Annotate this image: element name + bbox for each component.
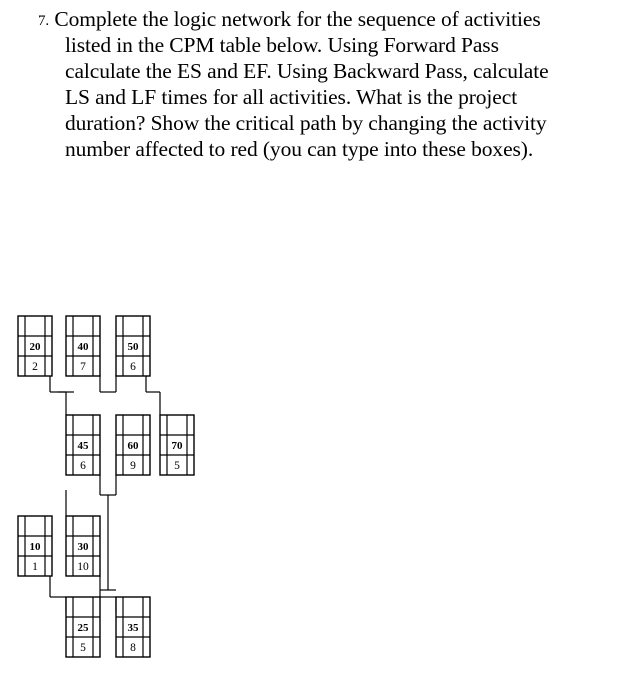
- activity-duration: 7: [80, 361, 86, 373]
- activity-node-40[interactable]: [66, 316, 100, 376]
- activity-id[interactable]: 20: [29, 341, 41, 353]
- activity-id[interactable]: 70: [171, 440, 183, 452]
- activity-node-10[interactable]: [18, 516, 52, 576]
- activity-id[interactable]: 40: [77, 341, 89, 353]
- activity-duration: 10: [77, 561, 89, 573]
- activity-id[interactable]: 50: [127, 341, 139, 353]
- activity-id[interactable]: 30: [77, 541, 89, 553]
- activity-id[interactable]: 10: [29, 541, 41, 553]
- activity-node-50[interactable]: [116, 316, 150, 376]
- question-line-4: LS and LF times for all activities. What is the project: [65, 85, 518, 109]
- activity-id[interactable]: 35: [127, 622, 139, 634]
- activity-duration: 8: [130, 642, 136, 654]
- activity-node-70[interactable]: [160, 415, 194, 475]
- activity-node-35[interactable]: [116, 597, 150, 657]
- activity-node-45[interactable]: [66, 415, 100, 475]
- question-text-1: Complete the logic network for the sequence of activities: [54, 7, 541, 31]
- question-line-2: listed in the CPM table below. Using Forward Pass: [65, 33, 499, 57]
- activity-duration: 9: [130, 460, 136, 472]
- activity-duration: 6: [80, 460, 86, 472]
- activity-duration: 5: [80, 642, 86, 654]
- activity-node-25[interactable]: [66, 597, 100, 657]
- activity-id[interactable]: 45: [77, 440, 89, 452]
- activity-id[interactable]: 25: [77, 622, 89, 634]
- question-number: 7.: [38, 13, 50, 29]
- activity-duration: 6: [130, 361, 136, 373]
- activity-id[interactable]: 60: [127, 440, 139, 452]
- activity-node-30[interactable]: [66, 516, 100, 576]
- activity-node-60[interactable]: [116, 415, 150, 475]
- question-line-3: calculate the ES and EF. Using Backward Pass, calculate: [65, 59, 549, 83]
- activity-duration: 5: [174, 460, 180, 472]
- activity-duration: 1: [32, 561, 38, 573]
- question-line-5: duration? Show the critical path by changing the activity: [65, 111, 547, 135]
- question-line-6: number affected to red (you can type into these boxes).: [65, 137, 534, 161]
- activity-node-20[interactable]: [18, 316, 52, 376]
- activity-duration: 2: [32, 361, 38, 373]
